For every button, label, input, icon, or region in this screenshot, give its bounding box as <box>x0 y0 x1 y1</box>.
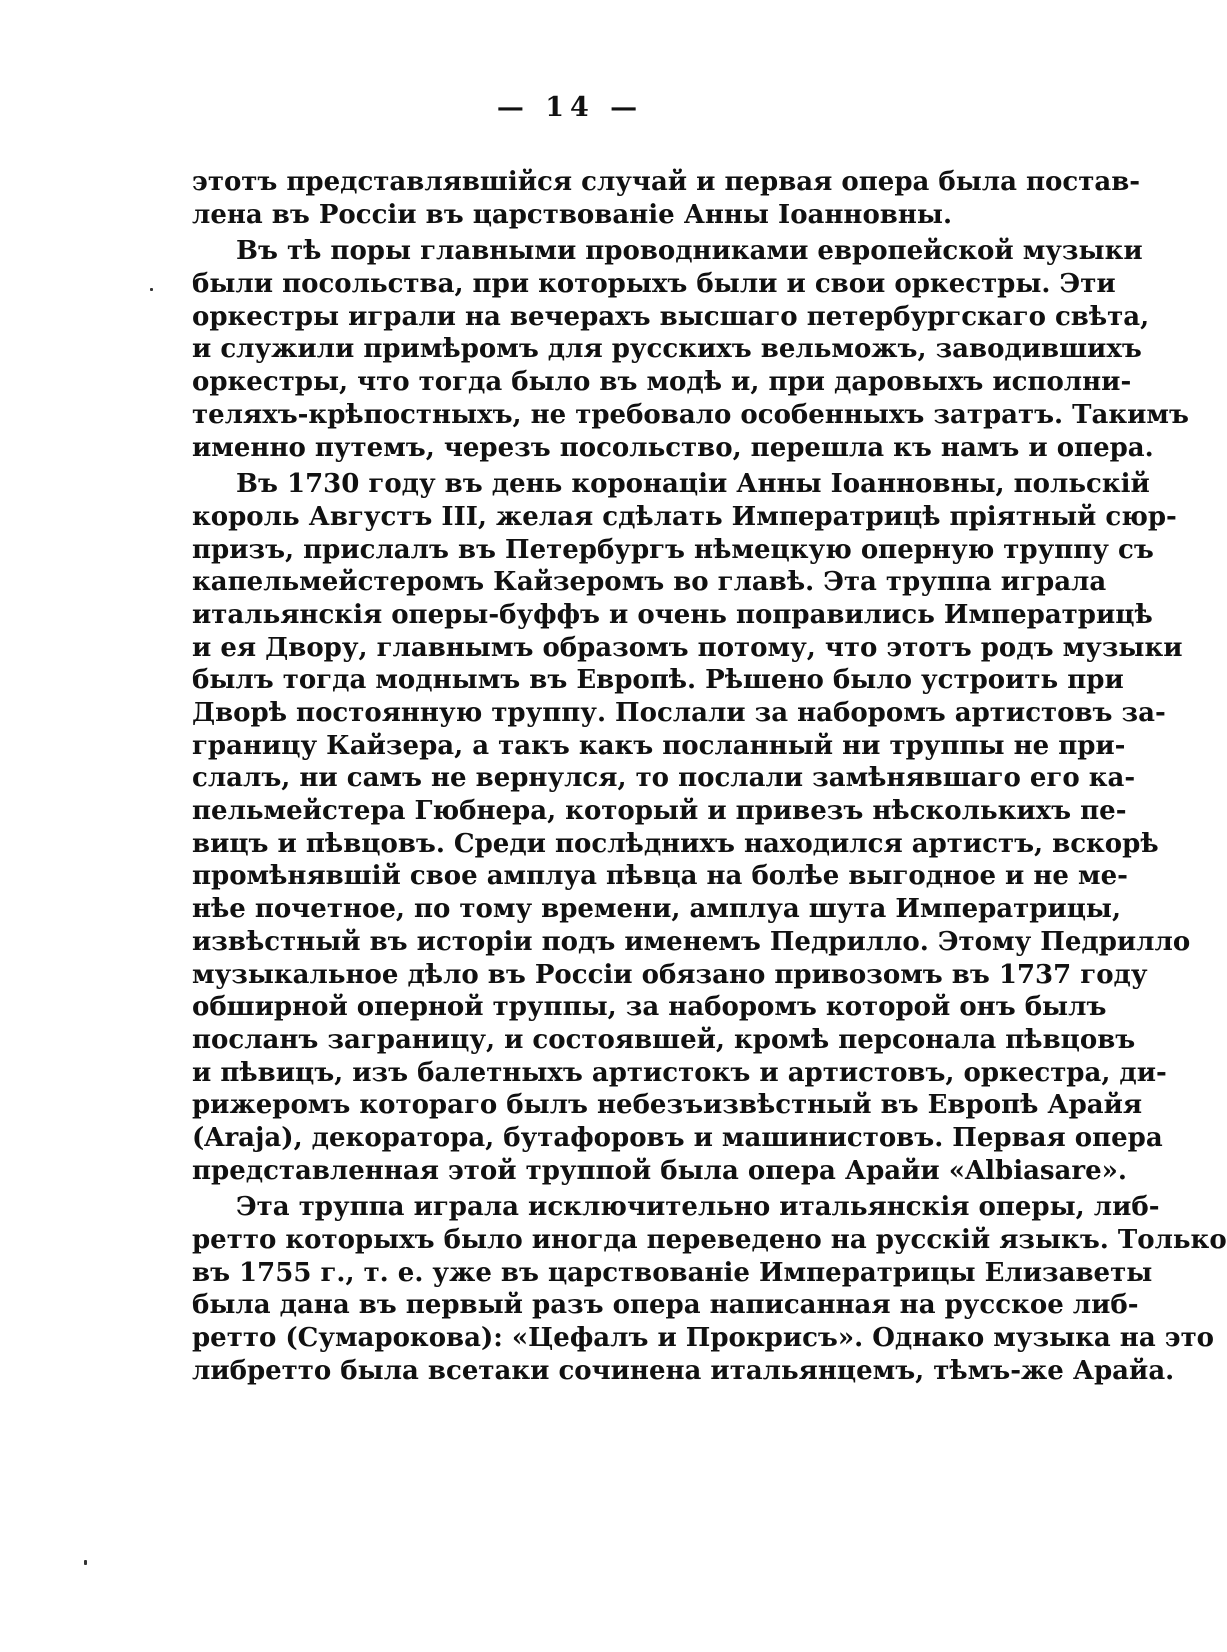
text-line: Въ тѣ поры главными проводниками европейской музыки <box>236 236 1143 267</box>
text-line: и ея Двору, главнымъ образомъ потому, что этотъ родъ музыки <box>192 632 1183 663</box>
text-line: король Августъ III, желая сдѣлать Императрицѣ пріятный сюр- <box>192 501 1177 532</box>
text-line: капельмейстеромъ Кайзеромъ во главѣ. Эта труппа играла <box>192 567 1107 598</box>
text-line: призъ, прислалъ въ Петербургъ нѣмецкую оперную труппу съ <box>192 534 1154 565</box>
text-line: въ 1755 г., т. е. уже въ царствованіе Императрицы Елизаветы <box>192 1257 1153 1288</box>
text-line: либретто была всетаки сочинена итальянцемъ, тѣмъ-же Арайа. <box>192 1355 1175 1386</box>
text-line: пельмейстера Гюбнера, который и привезъ нѣсколькихъ пе- <box>192 796 1127 827</box>
text-line: промѣнявшій свое амплуа пѣвца на болѣе выгодное и не ме- <box>192 861 1128 892</box>
scan-speck <box>150 288 153 291</box>
text-line: Въ 1730 году въ день коронаціи Анны Іоанновны, польскій <box>236 469 1150 500</box>
text-line: ретто которыхъ было иногда переведено на русскій языкъ. Только <box>192 1225 1227 1255</box>
text-line: (Araja), декоратора, бутафоровъ и машинистовъ. Первая опера <box>192 1122 1163 1153</box>
paragraph <box>192 1191 1227 1387</box>
text-line: извѣстный въ исторіи подъ именемъ Педрилло. Этому Педрилло <box>192 926 1191 957</box>
paragraph <box>192 468 1191 1187</box>
text-line: нѣе почетное, по тому времени, амплуа шута Императрицы, <box>192 894 1122 925</box>
text-line: Эта труппа играла исключительно итальянскія оперы, либ- <box>236 1192 1160 1223</box>
text-line: именно путемъ, черезъ посольство, перешла къ намъ и опера. <box>192 432 1154 463</box>
text-line: рижеромъ котораго былъ небезъизвѣстный въ Европѣ Арайя <box>192 1090 1143 1121</box>
text-line: и пѣвицъ, изъ балетныхъ артистокъ и артистовъ, оркестра, ди- <box>192 1057 1167 1088</box>
text-line: этотъ представлявшійся случай и первая опера была постав- <box>192 167 1141 197</box>
scan-speck <box>84 1560 87 1565</box>
text-line: лена въ Россіи въ царствованіе Анны Іоанновны. <box>192 199 953 230</box>
text-line: слалъ, ни самъ не вернулся, то послали замѣнявшаго его ка- <box>192 763 1136 794</box>
text-line: оркестры играли на вечерахъ высшаго петербургскаго свѣта, <box>192 301 1150 332</box>
text-line: вицъ и пѣвцовъ. Среди послѣднихъ находился артистъ, вскорѣ <box>192 828 1159 859</box>
page-body <box>192 166 1227 1387</box>
text-line: музыкальное дѣло въ Россіи обязано привозомъ въ 1737 году <box>192 959 1148 990</box>
text-line: ретто (Сумарокова): «Цефалъ и Прокрисъ». Однако музыка на это <box>192 1323 1215 1354</box>
text-line: былъ тогда моднымъ въ Европѣ. Рѣшено было устроить при <box>192 665 1124 696</box>
text-line: и служили примѣромъ для русскихъ вельможъ, заводившихъ <box>192 334 1142 365</box>
text-line: представленная этой труппой была опера Арайи «Albiasare». <box>192 1155 1127 1186</box>
text-line: Дворѣ постоянную труппу. Послали за наборомъ артистовъ за- <box>192 698 1166 728</box>
paragraph <box>192 235 1189 464</box>
text-line: границу Кайзера, а такъ какъ посланный ни труппы не при- <box>192 730 1126 761</box>
text-line: оркестры, что тогда было въ модѣ и, при даровыхъ исполни- <box>192 367 1132 398</box>
text-line: посланъ заграницу, и состоявшей, кромѣ персонала пѣвцовъ <box>192 1024 1136 1055</box>
page-number: — 14 — <box>496 92 644 123</box>
text-line: были посольства, при которыхъ были и свои оркестры. Эти <box>192 269 1116 300</box>
text-line: итальянскія оперы-буффъ и очень поправились Императрицѣ <box>192 599 1153 630</box>
text-line: теляхъ-крѣпостныхъ, не требовало особенныхъ затратъ. Такимъ <box>192 399 1189 430</box>
paragraph <box>192 166 1141 231</box>
text-line: обширной оперной труппы, за наборомъ которой онъ былъ <box>192 992 1107 1023</box>
text-line: была дана въ первый разъ опера написанная на русское либ- <box>192 1290 1139 1321</box>
